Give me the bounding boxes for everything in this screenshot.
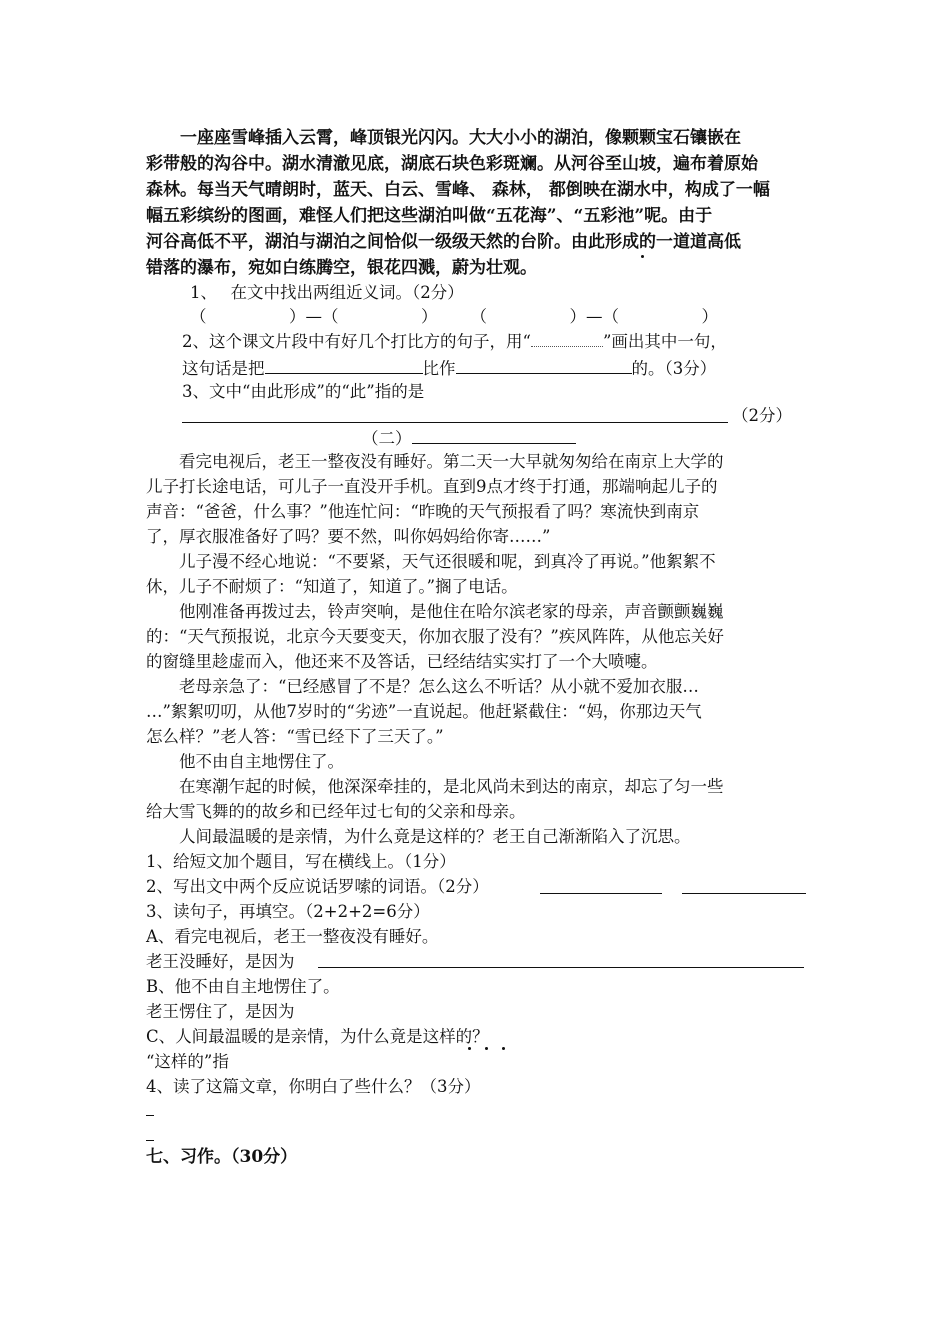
question-2-2: 2、写出文中两个反应说话罗嗦的词语。（2分） bbox=[146, 877, 489, 896]
passage-2-line: 了，厚衣服准备好了吗？要不然，叫你妈妈给你寄……” bbox=[146, 527, 551, 546]
passage-2-line: 人间最温暖的是亲情，为什么竟是这样的？老王自己渐渐陷入了沉思。 bbox=[146, 827, 691, 846]
question-2-3-c-fill: “这样的”指 bbox=[146, 1052, 229, 1071]
passage-2-line: 看完电视后，老王一整夜没有睡好。第二天一大早就匆匆给在南京上大学的 bbox=[146, 452, 724, 471]
question-2-text-a: 2、这个课文片段中有好几个打比方的句子，用“ bbox=[182, 332, 531, 351]
passage-2-line: 给大雪飞舞的的故乡和已经年过七旬的父亲和母亲。 bbox=[146, 802, 526, 821]
question-2-line-1 bbox=[182, 330, 727, 354]
question-2-4: 4、读了这篇文章，你明白了些什么？（3分） bbox=[146, 1077, 481, 1096]
passage-2-line: 他刚准备再拨过去，铃声突响，是他住在哈尔滨老家的母亲，声音颤颤巍巍 bbox=[146, 602, 724, 621]
wavy-line-mark bbox=[531, 332, 603, 347]
answer-blank[interactable] bbox=[540, 875, 662, 894]
emphasis-dot bbox=[468, 1047, 471, 1050]
question-2-1: 1、给短文加个题目，写在横线上。（1分） bbox=[146, 852, 456, 871]
passage-2-line: 的：“天气预报说，北京今天要变天，你加衣服了没有？”疾风阵阵，从他忘关好 bbox=[146, 627, 724, 646]
question-2-line-2 bbox=[182, 355, 716, 381]
answer-blank[interactable] bbox=[265, 355, 423, 374]
passage-2-line: 老母亲急了：“已经感冒了不是？怎么这么不听话？从小就不爱加衣服… bbox=[146, 677, 699, 696]
question-3-score: （2分） bbox=[732, 406, 792, 425]
passage-1-line: 一座座雪峰插入云霄，峰顶银光闪闪。大大小小的湖泊，像颗颗宝石镶嵌在 bbox=[146, 128, 741, 148]
passage-2-line: 在寒潮乍起的时候，他深深牵挂的，是北风尚未到达的南京，却忘了匀一些 bbox=[146, 777, 724, 796]
passage-2-line: 儿子漫不经心地说：“不要紧，天气还很暖和呢，到真冷了再说。”他絮絮不 bbox=[146, 552, 716, 571]
answer-blank[interactable] bbox=[182, 404, 728, 423]
answer-blank[interactable] bbox=[682, 875, 806, 894]
passage-1-line: 森林。每当天气晴朗时，蓝天、白云、雪峰、 森林， 都倒映在湖水中，构成了一幅 bbox=[146, 180, 770, 200]
passage-2-line: …”絮絮叨叨，从他7岁时的“劣迹”一直说起。他赶紧截住：“妈，你那边天气 bbox=[146, 702, 702, 721]
passage-2-line: 他不由自主地愣住了。 bbox=[146, 752, 344, 771]
question-2-text-b: ”画出其中一句， bbox=[602, 332, 727, 351]
passage-1-line: 幅五彩缤纷的图画，难怪人们把这些湖泊叫做“五花海”、“五彩池”呢。由于 bbox=[146, 206, 713, 226]
question-1: 1、 在文中找出两组近义词。（2分） bbox=[190, 283, 464, 302]
question-2-3-b-fill: 老王愣住了，是因为 bbox=[146, 1002, 295, 1021]
passage-2-line: 的窗缝里趁虚而入，他还来不及答话，已经结结实实打了一个大喷嚏。 bbox=[146, 652, 658, 671]
question-2-3: 3、读句子，再填空。（2+2+2=6分） bbox=[146, 902, 430, 921]
passage-2-line: 怎么样？”老人答：“雪已经下了三天了。” bbox=[146, 727, 444, 746]
passage-2-line: 儿子打长途电话，可儿子一直没开手机。直到9点才终于打通，那端响起儿子的 bbox=[146, 477, 718, 496]
answer-mark bbox=[146, 1115, 154, 1116]
question-2-text-c: 这句话是把 bbox=[182, 359, 265, 378]
question-2-text-d: 比作 bbox=[422, 359, 456, 378]
passage-2-line: 声音：“爸爸，什么事？”他连忙问：“昨晚的天气预报看了吗？寒流快到南京 bbox=[146, 502, 700, 521]
passage-2-line: 休，儿子不耐烦了：“知道了，知道了。”搁了电话。 bbox=[146, 577, 518, 596]
section-2-label: （二） bbox=[362, 429, 412, 448]
passage-1-line: 错落的瀑布，宛如白练腾空，银花四溅，蔚为壮观。 bbox=[146, 258, 537, 278]
question-3: 3、文中“由此形成”的“此”指的是 bbox=[182, 382, 425, 401]
question-2-3-c: C、人间最温暖的是亲情，为什么竟是这样的？ bbox=[146, 1027, 489, 1046]
title-blank[interactable] bbox=[412, 425, 576, 444]
section-7-title: 七、习作。（30分） bbox=[146, 1147, 298, 1167]
passage-1-line: 河谷高低不平，湖泊与湖泊之间恰似一级级天然的台阶。由此形成的一道道高低 bbox=[146, 232, 741, 252]
emphasis-dot bbox=[502, 1047, 505, 1050]
answer-mark bbox=[146, 1140, 154, 1141]
question-2-3-a: A、看完电视后，老王一整夜没有睡好。 bbox=[146, 927, 439, 946]
question-2-text-e: 的。（3分） bbox=[631, 359, 717, 378]
question-1-blanks: （ ）—（ ） （ ）—（ ） bbox=[190, 307, 718, 326]
passage-1-line: 彩带般的沟谷中。湖水清澈见底，湖底石块色彩斑斓。从河谷至山坡，遍布着原始 bbox=[146, 154, 758, 174]
emphasis-dot bbox=[485, 1047, 488, 1050]
question-2-3-b: B、他不由自主地愣住了。 bbox=[146, 977, 340, 996]
emphasis-dot bbox=[641, 255, 644, 258]
answer-blank[interactable] bbox=[456, 355, 632, 374]
answer-blank[interactable] bbox=[318, 949, 804, 968]
question-2-3-a-fill: 老王没睡好，是因为 bbox=[146, 952, 295, 971]
